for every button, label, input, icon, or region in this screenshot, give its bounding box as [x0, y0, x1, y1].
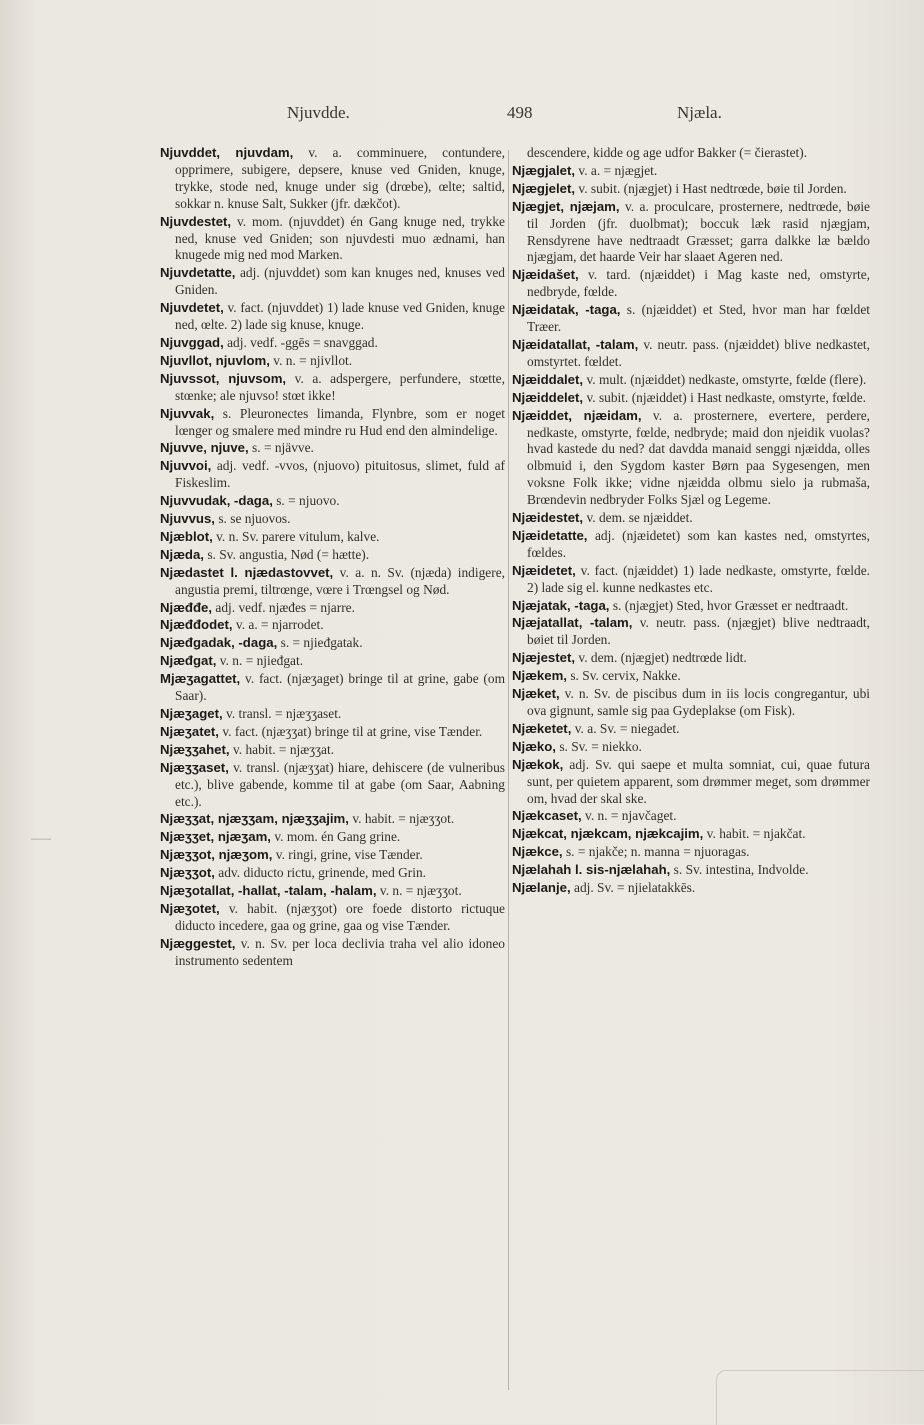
- entry-definition: v. dem. se njæiddet.: [586, 510, 693, 526]
- entry-definition: v. a. proculcare, prosternere, nedtrœde, bøie til Jorden (jfr. duolbmat); boccuk læk rasid njægjam, Rensdyrene have nedtraadt Græsset; garra dalkke læ bældo njægjam, det haarde Veir har slaaet Ageren ned.: [527, 198, 870, 265]
- entry-headword: Njækce,: [512, 844, 563, 860]
- dictionary-entry: [160, 565, 505, 599]
- entry-definition: v. habit. (njæʒʒot) ore foede distorto rictuque diducto incedere, gaa og grine, gaa og vise Tænder.: [175, 900, 505, 933]
- dictionary-entry: [160, 458, 505, 492]
- dictionary-entry: [160, 901, 505, 935]
- dictionary-entry: [160, 760, 505, 811]
- dictionary-entry: [160, 300, 505, 334]
- dictionary-entry: [512, 808, 870, 825]
- entry-headword: Njæket,: [512, 686, 560, 702]
- entry-headword: Njæʒatet,: [160, 723, 219, 739]
- entry-headword: Njæđđe,: [160, 599, 213, 615]
- entry-definition: v. fact. (njuvddet) 1) lade knuse ved Gniden, knuge ned, œlte. 2) lade sig knuse, knuge.: [175, 300, 506, 333]
- entry-definition: v. a. = njarrodet.: [235, 617, 324, 633]
- dictionary-entry: [512, 267, 870, 301]
- dictionary-entry: [512, 598, 870, 615]
- entry-definition: s. Sv. = niekko.: [559, 738, 642, 754]
- entry-headword: Njuvdestet,: [160, 213, 232, 229]
- entry-headword: Njuvvudak, -daga,: [160, 493, 273, 509]
- entry-headword: Njækem,: [512, 668, 567, 684]
- dictionary-entry: [160, 653, 505, 670]
- entry-definition: adj. vedf. -vvos, (njuovo) pituitosus, slimet, fuld af Fiskeslim.: [175, 458, 505, 491]
- header-right-guideword: Njæla.: [677, 103, 722, 122]
- entry-headword: Njæʒʒaset,: [160, 759, 229, 775]
- entry-definition: v. a. adspergere, perfundere, stœtte, stœnke; ale njuvso! stœt ikke!: [175, 370, 505, 403]
- dictionary-entry: [512, 337, 870, 371]
- entry-headword: Njæʒotet,: [160, 900, 220, 916]
- dictionary-entry: [512, 372, 870, 389]
- entry-headword: Njuvllot, njuvlom,: [160, 352, 270, 368]
- entry-headword: Njæidetatte,: [512, 527, 588, 543]
- entry-headword: Njæiddalet,: [512, 371, 584, 387]
- dictionary-entry: [512, 686, 870, 720]
- entry-definition: v. mom. én Gang grine.: [274, 829, 401, 845]
- entry-headword: Njuvvak,: [160, 405, 215, 421]
- entry-headword: Njægjelet,: [512, 180, 576, 196]
- dictionary-entry: [160, 742, 505, 759]
- entry-headword: Njækcat, njækcam, njækcajim,: [512, 826, 704, 842]
- entry-headword: Njælahah l. sis-njælahah,: [512, 862, 671, 878]
- entry-headword: Njægjet, njæjam,: [512, 198, 620, 214]
- entry-definition: v. fact. (njæʒʒat) bringe til at grine, vise Tænder.: [222, 723, 483, 739]
- dictionary-entry: [512, 862, 870, 879]
- dictionary-entry: [512, 615, 870, 649]
- dictionary-entry: [160, 635, 505, 652]
- entry-headword: Njækok,: [512, 756, 564, 772]
- entry-headword: Njælanje,: [512, 880, 571, 896]
- entry-headword: Njæʒʒat, njæʒʒam, njæʒʒajim,: [160, 811, 349, 827]
- entry-headword: Njædastet l. njædastovvet,: [160, 564, 334, 580]
- entry-definition: adj. (njuvddet) som kan knuges ned, knuses ved Gniden.: [175, 265, 505, 298]
- entry-headword: Njæʒʒahet,: [160, 741, 230, 757]
- entry-headword: Njægjalet,: [512, 162, 576, 178]
- running-header: [0, 103, 924, 137]
- entry-headword: Njæidetet,: [512, 562, 576, 578]
- entry-definition: v. a. comminuere, contundere, opprimere, subigere, depsere, knuse ved Gniden, knuge, trykke, stode ned, knuge under sig (drœbe), œlte; saltid, sokkar n. knuse Salt, Sukker (jfr. dækčot).: [175, 145, 505, 211]
- entry-definition: s. = njieđgatak.: [280, 635, 363, 651]
- entry-definition: v. fact. (njæʒaget) bringe til at grine, gabe (om Saar).: [175, 671, 505, 704]
- entry-headword: Njuvvoi,: [160, 458, 212, 474]
- entry-definition: s. (njægjet) Sted, hvor Græsset er nedtraadt.: [612, 597, 849, 613]
- entry-definition: v. n. = njieđgat.: [219, 653, 304, 669]
- entry-headword: Njæblot,: [160, 528, 213, 544]
- entry-definition: s. (njæiddet) et Sted, hvor man har fœldet Træer.: [527, 302, 870, 335]
- dictionary-entry: [160, 829, 505, 846]
- entry-headword: Njæʒotallat, -hallat, -talam, -halam,: [160, 883, 377, 899]
- entry-headword: Njækcaset,: [512, 808, 582, 824]
- entry-headword: Njæđđodet,: [160, 617, 233, 633]
- entry-headword: Njæko,: [512, 738, 556, 754]
- entry-definition: v. a. n. Sv. (njæda) indigere, angustia premi, tiltrœnge, vœre i Trœngsel og Nød.: [175, 564, 505, 597]
- dictionary-entry: [512, 668, 870, 685]
- entry-headword: Njuvvus,: [160, 511, 215, 527]
- entry-headword: Njuvssot, njuvsom,: [160, 370, 287, 386]
- entry-headword: Njuvdetatte,: [160, 265, 236, 281]
- entry-definition: adj. vedf. -ggēs = snavggad.: [227, 334, 378, 350]
- dictionary-entry: [160, 811, 505, 828]
- dictionary-entry: [160, 865, 505, 882]
- dictionary-entry: [512, 563, 870, 597]
- entry-headword: Njæda,: [160, 546, 204, 562]
- entry-headword: Njæidatak, -taga,: [512, 302, 621, 318]
- entry-definition: v. n. = njæʒʒot.: [379, 883, 462, 899]
- entry-definition: v. fact. (njæiddet) 1) lade nedkaste, omstyrte, fœlde. 2) lade sig el. kunne nedkastes etc.: [527, 562, 870, 595]
- entry-headword: Njæđgat,: [160, 653, 217, 669]
- entry-definition: v. mom. (njuvddet) én Gang knuge ned, trykke ned, knuse ved Gniden; son njuvdesti muo ædnami, han knugede mig ned mod Marken.: [175, 213, 505, 263]
- entry-headword: Njæʒʒot, njæʒom,: [160, 847, 273, 863]
- dictionary-entry: [160, 371, 505, 405]
- entry-definition: v. a. = njægjet.: [578, 162, 658, 178]
- dictionary-entry: [160, 617, 505, 634]
- dictionary-entry: [512, 408, 870, 509]
- entry-definition: v. transl. = njæʒʒaset.: [226, 706, 342, 721]
- entry-definition: v. mult. (njæiddet) nedkaste, omstyrte, fœlde (flere).: [586, 371, 867, 387]
- entry-definition: v. subit. (njæiddet) i Hast nedkaste, omstyrte, fœlde.: [586, 389, 866, 405]
- entry-headword: Njæjestet,: [512, 650, 576, 666]
- dictionary-entry: [512, 199, 870, 267]
- dictionary-entry: [512, 757, 870, 808]
- entry-headword: Njæđgadak, -daga,: [160, 635, 278, 651]
- entry-definition: v. n. Sv. de piscibus dum in iis locis congregantur, ubi ova gignunt, samle sig paa Gydeplakse (om Fisk).: [527, 686, 870, 718]
- dictionary-entry: [160, 214, 505, 265]
- dictionary-entry: [160, 724, 505, 741]
- header-left-guideword: Njuvdde.: [287, 103, 350, 122]
- entry-definition: s. = njuovo.: [276, 493, 340, 509]
- dictionary-entry: [160, 440, 505, 457]
- entry-definition: v. habit. = njakčat.: [706, 826, 806, 842]
- entry-definition: v. habit. = njæʒʒot.: [352, 811, 455, 827]
- entry-headword: Njuvggad,: [160, 334, 224, 350]
- continued-entry-text: descendere, kidde og age udfor Bakker (= čierastet).: [527, 145, 808, 160]
- entry-headword: Njæidatallat, -talam,: [512, 336, 639, 352]
- entry-headword: Mjæʒagattet,: [160, 671, 241, 687]
- entry-definition: v. n. Sv. per loca declivia traha vel alio idoneo instrumento sedentem: [175, 935, 505, 968]
- entry-headword: Njæiddelet,: [512, 389, 584, 405]
- dictionary-entry: [512, 739, 870, 756]
- dictionary-entry: [512, 181, 870, 198]
- left-column: [160, 145, 505, 971]
- dictionary-entry: [160, 406, 505, 440]
- entry-definition: s. Sv. cervix, Nakke.: [570, 668, 681, 684]
- dictionary-entry: [160, 847, 505, 864]
- dictionary-entry: [512, 163, 870, 180]
- dictionary-entry: [160, 335, 505, 352]
- dictionary-entry: [512, 721, 870, 738]
- entry-headword: Njæʒʒot,: [160, 865, 215, 881]
- page-number: 498: [507, 103, 533, 122]
- entry-definition: adv. diducto rictu, grinende, med Grin.: [218, 865, 427, 881]
- margin-pencil-mark: —: [30, 826, 52, 851]
- dictionary-entry: [512, 826, 870, 843]
- dictionary-entry: [160, 936, 505, 970]
- entry-headword: Njuvve, njuve,: [160, 440, 249, 456]
- entry-definition: v. a. prosternere, evertere, perdere, nedkaste, omstyrte, fœlde, nedbryde; maid don njeidik vuolas? hvad kastede du ned? dat davdda manaid senggi njæidda, olles olbmuid i, den Sygdom kaster Børn paa Sygesengen, men voksne Folk ikke; vidne njæidda olbmu sielo ja rubmaša, Brœndevin nedbryder Folks Sjæl og Legeme.: [527, 407, 870, 508]
- entry-definition: v. n. = njivllot.: [273, 352, 353, 368]
- dictionary-entry: [160, 600, 505, 617]
- entry-definition: s. Sv. angustia, Nød (= hætte).: [207, 546, 370, 562]
- column-divider: [508, 150, 509, 1390]
- entry-headword: Njæʒʒet, njæʒam,: [160, 829, 271, 845]
- dictionary-entry: [160, 883, 505, 900]
- entry-headword: Njuvddet, njuvdam,: [160, 145, 294, 160]
- entry-definition: adj. vedf. njæđes = njarre.: [215, 599, 355, 615]
- entry-definition: v. transl. (njæʒʒat) hiare, dehiscere (de vulneribus etc.), blive gabende, komme til at gabe (om Saar, Aabning etc.).: [175, 759, 505, 809]
- entry-definition: v. neutr. pass. (njæiddet) blive nedkastet, omstyrtet. fœldet.: [527, 336, 870, 369]
- dictionary-entry: [512, 844, 870, 861]
- dictionary-entry: [160, 145, 505, 213]
- entry-headword: Njæggestet,: [160, 935, 236, 951]
- entry-definition: v. n. Sv. parere vitulum, kalve.: [216, 528, 380, 544]
- entry-definition: adj. (njæidetet) som kan kastes ned, omstyrtes, fœldes.: [527, 527, 870, 560]
- entry-headword: Njæjatak, -taga,: [512, 597, 610, 613]
- entry-headword: Njæʒaget,: [160, 706, 223, 721]
- dictionary-entry: [160, 353, 505, 370]
- entry-definition: s. = njakče; n. manna = njuoragas.: [565, 844, 750, 860]
- entry-headword: Njuvdetet,: [160, 300, 224, 316]
- dictionary-entry: [512, 390, 870, 407]
- dictionary-entry: [512, 650, 870, 667]
- entry-definition: v. ringi, grine, vise Tænder.: [275, 847, 423, 863]
- entry-headword: Njæketet,: [512, 720, 572, 736]
- entry-definition: v. a. Sv. = niegadet.: [574, 720, 680, 736]
- dictionary-entry: [160, 511, 505, 528]
- entry-definition: s. Sv. intestina, Indvolde.: [673, 862, 809, 878]
- dictionary-entry: [160, 529, 505, 546]
- entry-definition: s. = njävve.: [252, 440, 314, 456]
- entry-definition: v. subit. (njægjet) i Hast nedtrœde, bøie til Jorden.: [578, 180, 847, 196]
- entry-headword: Njæidašet,: [512, 267, 579, 283]
- entry-definition: s. se njuovos.: [218, 511, 291, 527]
- dictionary-entry: [512, 302, 870, 336]
- dictionary-entry: [512, 880, 870, 897]
- page-corner-tab: [716, 1370, 924, 1425]
- right-column: [512, 145, 870, 898]
- entry-headword: Njæjatallat, -talam,: [512, 615, 633, 631]
- dictionary-entry: [512, 510, 870, 527]
- dictionary-entry: [512, 528, 870, 562]
- entry-definition: adj. Sv. = njielatakkēs.: [574, 880, 696, 896]
- dictionary-entry: [160, 671, 505, 705]
- dictionary-entry: [160, 265, 505, 299]
- entry-definition: v. habit. = njæʒʒat.: [232, 741, 335, 757]
- dictionary-entry: [160, 493, 505, 510]
- entry-definition: v. n. = njavčaget.: [585, 808, 677, 824]
- entry-definition: s. Pleuronectes limanda, Flynbre, som er noget lœnger og smalere med mindre ru Hud end den almindelige.: [175, 405, 505, 438]
- entry-definition: v. tard. (njæiddet) i Mag kaste ned, omstyrte, nedbryde, fœlde.: [527, 267, 870, 300]
- entry-definition: v. dem. (njægjet) nedtrœde lidt.: [578, 650, 747, 666]
- entry-headword: Njæidestet,: [512, 510, 584, 526]
- dictionary-entry: [160, 547, 505, 564]
- dictionary-entry: [160, 706, 505, 723]
- entry-definition: adj. Sv. qui saepe et multa somniat, cui, quae futura sunt, per quietem apparent, som drømmer meget, som drømmer om, hvad der skal ske.: [527, 756, 870, 806]
- entry-headword: Njæiddet, njæidam,: [512, 407, 642, 423]
- entry-definition: v. neutr. pass. (njægjet) blive nedtraadt, bøiet til Jorden.: [527, 615, 870, 648]
